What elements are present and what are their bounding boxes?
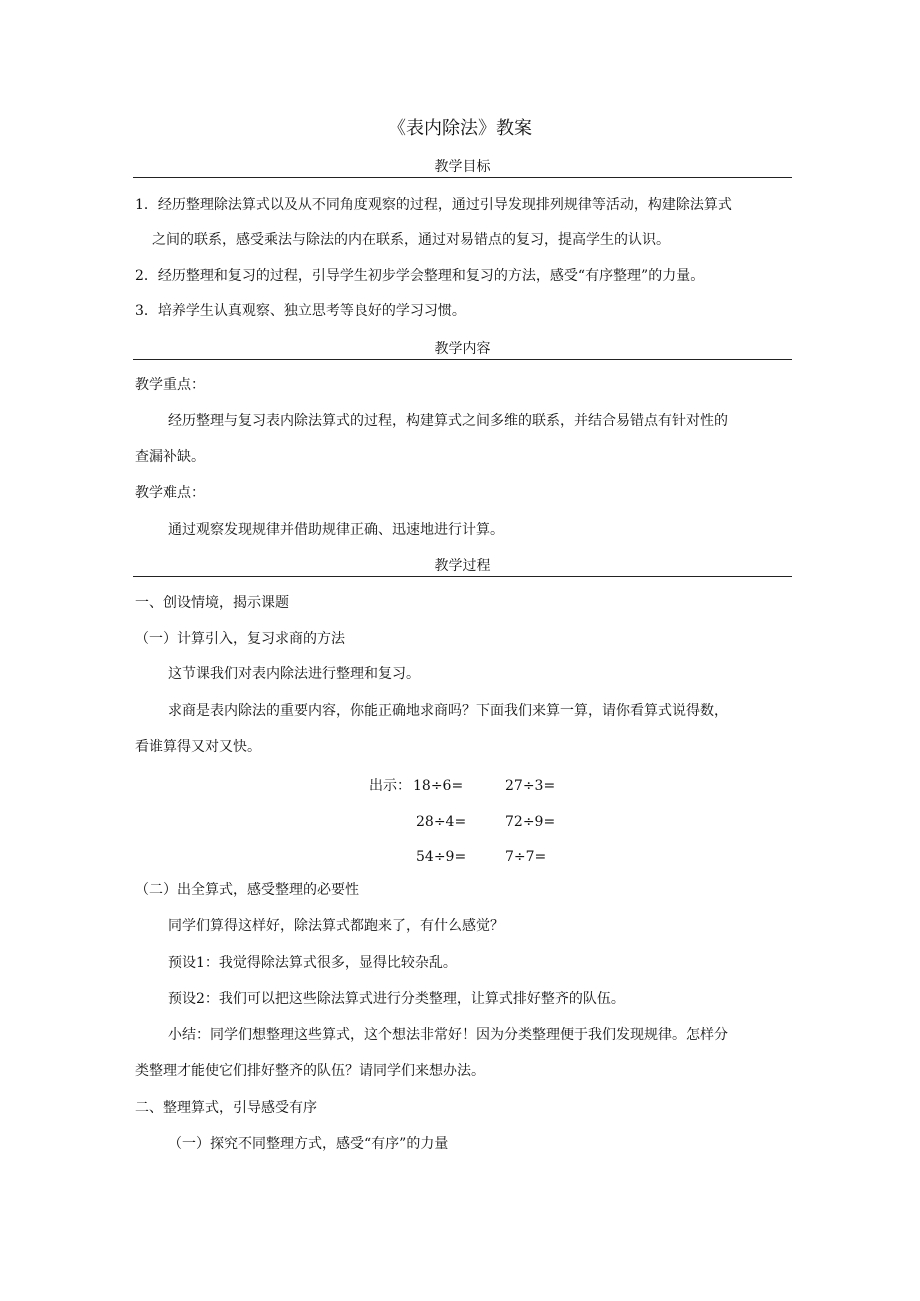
- sub-heading-2: （二）出全算式，感受整理的必要性: [135, 882, 359, 898]
- equation: 27÷3=: [505, 778, 556, 794]
- equation: 54÷9=: [416, 849, 467, 865]
- paragraph-2-line-2: 看谁算得又对又快。: [135, 739, 261, 755]
- goal-line-1: 1．经历整理除法算式以及从不同角度观察的过程，通过引导发现排列规律等活动，构建除法算式: [135, 197, 732, 213]
- section-heading-goals: 教学目标: [133, 157, 792, 178]
- paragraph-2-line-1: 求商是表内除法的重要内容，你能正确地求商吗？下面我们来算一算，请你看算式说得数，: [168, 703, 728, 719]
- paragraph-4: 预设1：我觉得除法算式很多，显得比较杂乱。: [168, 955, 457, 971]
- section-heading-content: 教学内容: [133, 339, 792, 360]
- paragraph-1: 这节课我们对表内除法进行整理和复习。: [168, 666, 420, 682]
- show-label: 出示：: [369, 778, 411, 794]
- difficult-point-label: 教学难点：: [135, 485, 205, 501]
- goal-line-2: 2．经历整理和复习的过程，引导学生初步学会整理和复习的方法，感受“有序整理”的力量。: [135, 268, 705, 284]
- difficult-point-text: 通过观察发现规律并借助规律正确、迅速地进行计算。: [168, 522, 504, 538]
- paragraph-5: 预设2：我们可以把这些除法算式进行分类整理，让算式排好整齐的队伍。: [168, 991, 625, 1007]
- part-2-heading: 二、整理算式，引导感受有序: [135, 1100, 317, 1116]
- equation: 28÷4=: [416, 814, 467, 830]
- equation: 7÷7=: [505, 849, 547, 865]
- goal-line-1-cont: 之间的联系，感受乘法与除法的内在联系，通过对易错点的复习，提高学生的认识。: [152, 232, 670, 248]
- equation: 18÷6=: [413, 778, 464, 794]
- goal-line-3: 3．培养学生认真观察、独立思考等良好的学习习惯。: [135, 303, 466, 319]
- equation: 72÷9=: [505, 814, 556, 830]
- sub-heading-3: （一）探究不同整理方式，感受“有序”的力量: [168, 1136, 449, 1152]
- paragraph-3: 同学们算得这样好，除法算式都跑来了，有什么感觉？: [168, 918, 504, 934]
- page-title: 《表内除法》教案: [388, 118, 532, 139]
- key-point-line-2: 查漏补缺。: [135, 449, 205, 465]
- summary-line-1: 小结：同学们想整理这些算式，这个想法非常好！因为分类整理便于我们发现规律。怎样分: [168, 1027, 728, 1043]
- sub-heading-1: （一）计算引入，复习求商的方法: [135, 631, 345, 647]
- key-point-label: 教学重点：: [135, 377, 205, 393]
- part-1-heading: 一、创设情境，揭示课题: [135, 595, 289, 611]
- key-point-line-1: 经历整理与复习表内除法算式的过程，构建算式之间多维的联系，并结合易错点有针对性的: [168, 413, 728, 429]
- section-heading-process: 教学过程: [133, 556, 792, 577]
- summary-line-2: 类整理才能使它们排好整齐的队伍？请同学们来想办法。: [135, 1063, 485, 1079]
